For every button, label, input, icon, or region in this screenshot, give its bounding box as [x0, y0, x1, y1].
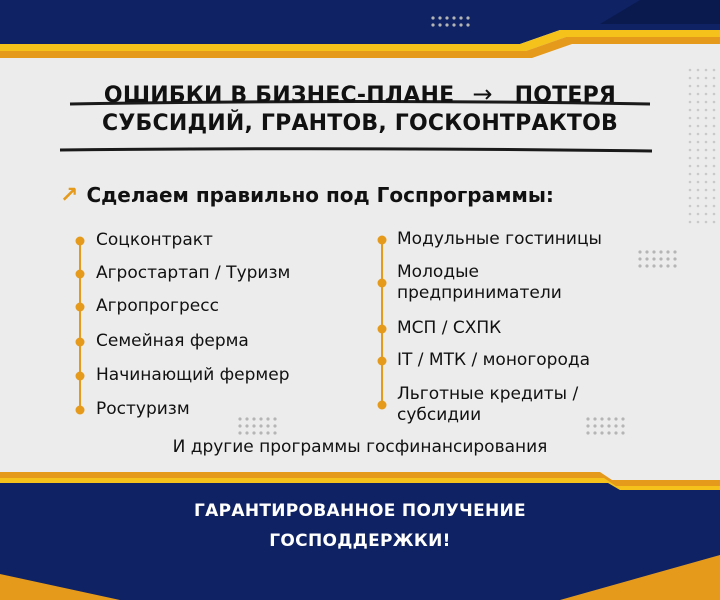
decor-dot [238, 417, 241, 420]
decor-dot [245, 424, 248, 427]
decor-dot [673, 264, 676, 267]
decor-dot [689, 69, 692, 72]
decor-dot [593, 417, 596, 420]
banner-line-1: ГАРАНТИРОВАННОЕ ПОЛУЧЕНИЕ [194, 501, 526, 521]
bullet-dot [76, 406, 85, 415]
decor-dot [445, 23, 448, 26]
bullet-dot [76, 372, 85, 381]
decor-dot [600, 431, 603, 434]
decor-dot [586, 431, 589, 434]
decor-dot [466, 23, 469, 26]
decor-dot [273, 431, 276, 434]
decor-dot [705, 213, 708, 216]
decor-dot [252, 417, 255, 420]
decor-dot [705, 69, 708, 72]
decor-dot [621, 424, 624, 427]
decor-dot [245, 431, 248, 434]
program-item-line: МСП / СХПК [397, 318, 502, 338]
decor-dot [445, 16, 448, 19]
bullet-dot [76, 338, 85, 347]
program-item-line: предприниматели [397, 283, 562, 303]
decor-dot [689, 157, 692, 160]
bullet-dot [378, 325, 387, 334]
decor-dot [697, 165, 700, 168]
decor-dot [438, 16, 441, 19]
decor-dot [689, 141, 692, 144]
program-item-line: Модульные гостиницы [397, 229, 602, 249]
decor-dot [645, 250, 648, 253]
decor-dot [705, 197, 708, 200]
program-item [397, 318, 501, 339]
program-item-line: субсидии [397, 405, 482, 425]
dot-pattern-right [638, 250, 676, 267]
bullet-dot [76, 303, 85, 312]
bullet-dot [378, 236, 387, 245]
subheading [60, 183, 700, 208]
decor-dot [614, 431, 617, 434]
decor-dot [713, 173, 716, 176]
headline-consequence: ПОТЕРЯ [514, 83, 617, 108]
decor-dot [600, 417, 603, 420]
decor-dot [705, 173, 708, 176]
subheading-text: Сделаем правильно под Госпрограммы: [86, 183, 554, 207]
program-item: Начинающий фермер [96, 365, 290, 385]
decor-dot [689, 213, 692, 216]
decor-dot [652, 257, 655, 260]
decor-dot [705, 149, 708, 152]
decor-dot [431, 23, 434, 26]
decor-dot [713, 77, 716, 80]
decor-dot [266, 431, 269, 434]
decor-dot [245, 417, 248, 420]
decor-dot [607, 417, 610, 420]
decor-dot [638, 250, 641, 253]
decor-dot [705, 77, 708, 80]
decor-dot [266, 424, 269, 427]
decor-dot [252, 424, 255, 427]
program-item: Ростуризм [96, 399, 190, 419]
decor-dot [266, 417, 269, 420]
decor-dot [697, 157, 700, 160]
decor-dot [713, 149, 716, 152]
program-item-line: Молодые [397, 262, 479, 282]
decor-dot [614, 424, 617, 427]
program-item [397, 229, 602, 250]
decor-dot [652, 264, 655, 267]
decor-dot [713, 213, 716, 216]
decor-dot [614, 417, 617, 420]
decor-dot [586, 417, 589, 420]
program-item-line: IT / МТК / моногорода [397, 350, 591, 370]
decor-dot [713, 69, 716, 72]
decor-dot [713, 197, 716, 200]
decor-dot [607, 424, 610, 427]
decor-dot [659, 257, 662, 260]
decor-dot [689, 221, 692, 224]
decor-dot [259, 431, 262, 434]
bullet-dot [378, 279, 387, 288]
decor-dot [697, 149, 700, 152]
decor-dot [689, 173, 692, 176]
decor-dot [466, 16, 469, 19]
decor-dot [697, 221, 700, 224]
decor-dot [673, 250, 676, 253]
decor-dot [666, 264, 669, 267]
headline-underline-bottom [60, 149, 652, 151]
decor-dot [713, 165, 716, 168]
program-item-line: Льготные кредиты / [397, 384, 579, 404]
program-item: Соцконтракт [96, 230, 213, 250]
decor-dot [638, 264, 641, 267]
decor-dot [705, 141, 708, 144]
decor-dot [645, 264, 648, 267]
decor-dot [666, 257, 669, 260]
bullet-dot [76, 270, 85, 279]
decor-dot [713, 189, 716, 192]
decor-dot [238, 424, 241, 427]
decor-dot [652, 250, 655, 253]
headline-problem: ОШИБКИ В БИЗНЕС-ПЛАНЕ [103, 83, 455, 108]
decor-dot [697, 77, 700, 80]
decor-dot [438, 23, 441, 26]
decor-dot [273, 424, 276, 427]
decor-dot [459, 23, 462, 26]
bullet-dot [76, 237, 85, 246]
decor-dot [705, 181, 708, 184]
decor-dot [689, 149, 692, 152]
decor-dot [607, 431, 610, 434]
decor-dot [459, 16, 462, 19]
decor-dot [713, 141, 716, 144]
program-item: Семейная ферма [96, 331, 249, 351]
decor-dot [593, 424, 596, 427]
guarantee-banner [0, 496, 720, 556]
decor-dot [638, 257, 641, 260]
decor-dot [697, 213, 700, 216]
decor-dot [666, 250, 669, 253]
decor-dot [259, 424, 262, 427]
decor-dot [273, 417, 276, 420]
decor-dot [238, 431, 241, 434]
decor-dot [713, 205, 716, 208]
dot-pattern-middle [238, 417, 276, 434]
decor-dot [452, 16, 455, 19]
decor-dot [705, 221, 708, 224]
headline-line-2: СУБСИДИЙ, ГРАНТОВ, ГОСКОНТРАКТОВ [102, 111, 618, 136]
decor-dot [697, 173, 700, 176]
program-item [397, 384, 578, 426]
decor-dot [586, 424, 589, 427]
decor-dot [593, 431, 596, 434]
bullet-dot [378, 401, 387, 410]
decor-dot [713, 221, 716, 224]
decor-dot [713, 157, 716, 160]
decor-dot [673, 257, 676, 260]
decor-dot [705, 165, 708, 168]
decor-dot [659, 264, 662, 267]
decor-dot [621, 431, 624, 434]
decor-dot [689, 77, 692, 80]
program-item: Агропрогресс [96, 296, 219, 316]
program-item [397, 262, 562, 304]
headline-arrow-icon: → [472, 80, 493, 108]
decor-dot [705, 205, 708, 208]
banner-line-2: ГОСПОДДЕРЖКИ! [269, 531, 451, 551]
headline-line-1 [0, 80, 720, 108]
decor-dot [697, 141, 700, 144]
decor-dot [252, 431, 255, 434]
decor-dot [697, 69, 700, 72]
decor-dot [705, 157, 708, 160]
decor-dot [600, 424, 603, 427]
decor-dot [431, 16, 434, 19]
decor-dot [713, 181, 716, 184]
footnote: И другие программы госфинансирования [172, 437, 548, 457]
trend-arrow-icon: ↗ [60, 183, 79, 208]
dot-pattern-bottom-right [586, 417, 624, 434]
decor-dot [645, 257, 648, 260]
decor-dot [689, 165, 692, 168]
decor-dot [705, 189, 708, 192]
bullet-dot [378, 357, 387, 366]
decor-dot [452, 23, 455, 26]
decor-dot [659, 250, 662, 253]
decor-dot [621, 417, 624, 420]
program-item: Агростартап / Туризм [96, 263, 291, 283]
program-item [397, 350, 590, 371]
decor-dot [259, 417, 262, 420]
